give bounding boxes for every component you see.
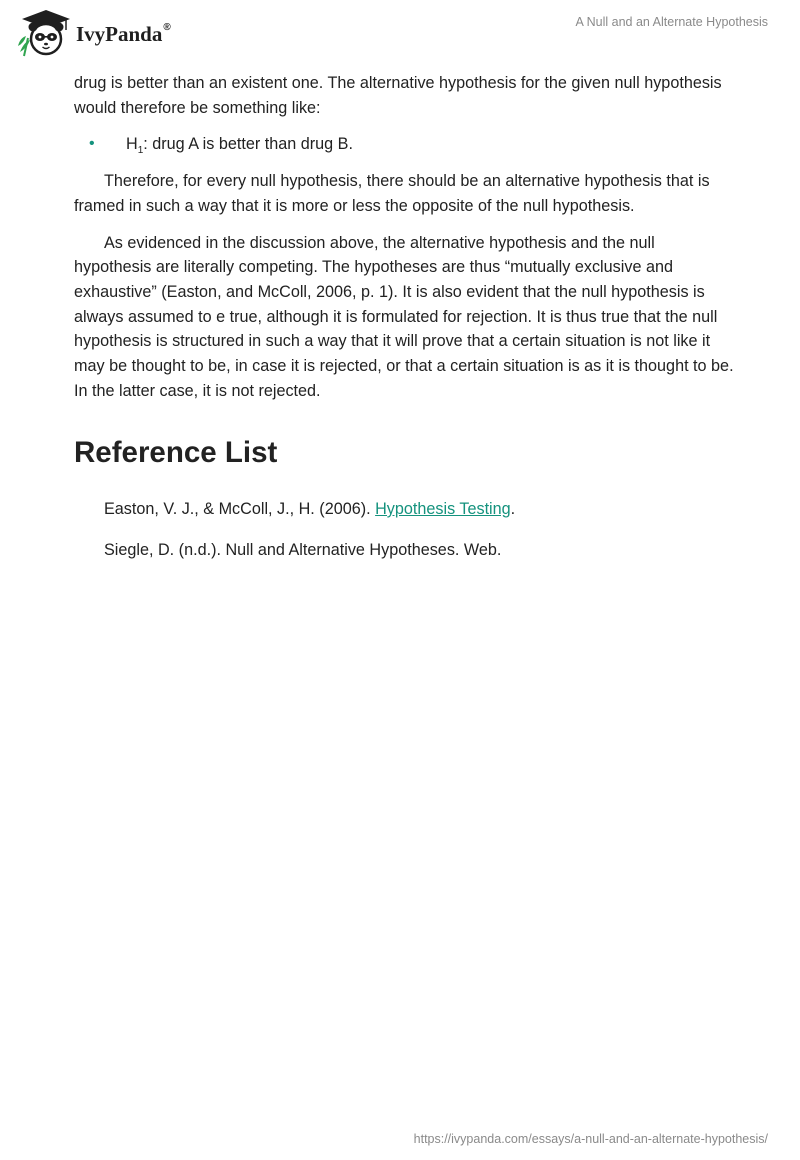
hypothesis-symbol: H xyxy=(126,135,138,154)
paragraph-opposite: Therefore, for every null hypothesis, there should be an alternative hypothesis that is framed in such a way that it is more or less the opposite of the null hypothesis. xyxy=(74,172,710,215)
footer-url: https://ivypanda.com/essays/a-null-and-an-alternate-hypothesis/ xyxy=(413,1132,768,1146)
logo-text: IvyPanda® xyxy=(76,21,171,46)
bullet-item-h1 xyxy=(74,132,734,157)
ivypanda-logo[interactable] xyxy=(14,8,171,58)
page-title: A Null and an Alternate Hypothesis xyxy=(575,15,768,29)
reference-item-easton: Easton, V. J., & McColl, J., H. (2006). Hypothesis Testing. xyxy=(104,500,516,518)
bullet-text: : drug A is better than drug B. xyxy=(143,135,353,154)
reference-list-heading: Reference List xyxy=(74,436,278,469)
hypothesis-subscript: 1 xyxy=(137,145,144,157)
bullet-icon: • xyxy=(89,135,95,153)
essay-body xyxy=(74,71,734,415)
paragraph-competing: As evidenced in the discussion above, the alternative hypothesis and the null hypothesis are literally competing. The hypotheses are thus “mutually exclusive and exhaustive” (Easton, and McColl, 2006, p. 1). It is also evident that the null hypothesis is always assumed to e true, although it is formulated for rejection. It is thus true that the null hypothesis is structured in such a way that it will prove that a certain situation is not like it may be thought to be, in case it is rejected, or that a certain situation is as it is thought to be. In the latter case, it is not rejected. xyxy=(74,233,734,400)
reference-item-siegle: Siegle, D. (n.d.). Null and Alternative Hypotheses. Web. xyxy=(104,541,502,559)
reference-list xyxy=(104,497,744,579)
hypothesis-testing-link[interactable]: Hypothesis Testing xyxy=(375,500,511,518)
page-header xyxy=(0,0,800,64)
paragraph-continued: drug is better than an existent one. The alternative hypothesis for the given null hypothesis would therefore be something like: xyxy=(74,74,722,117)
panda-logo-icon xyxy=(14,8,74,58)
